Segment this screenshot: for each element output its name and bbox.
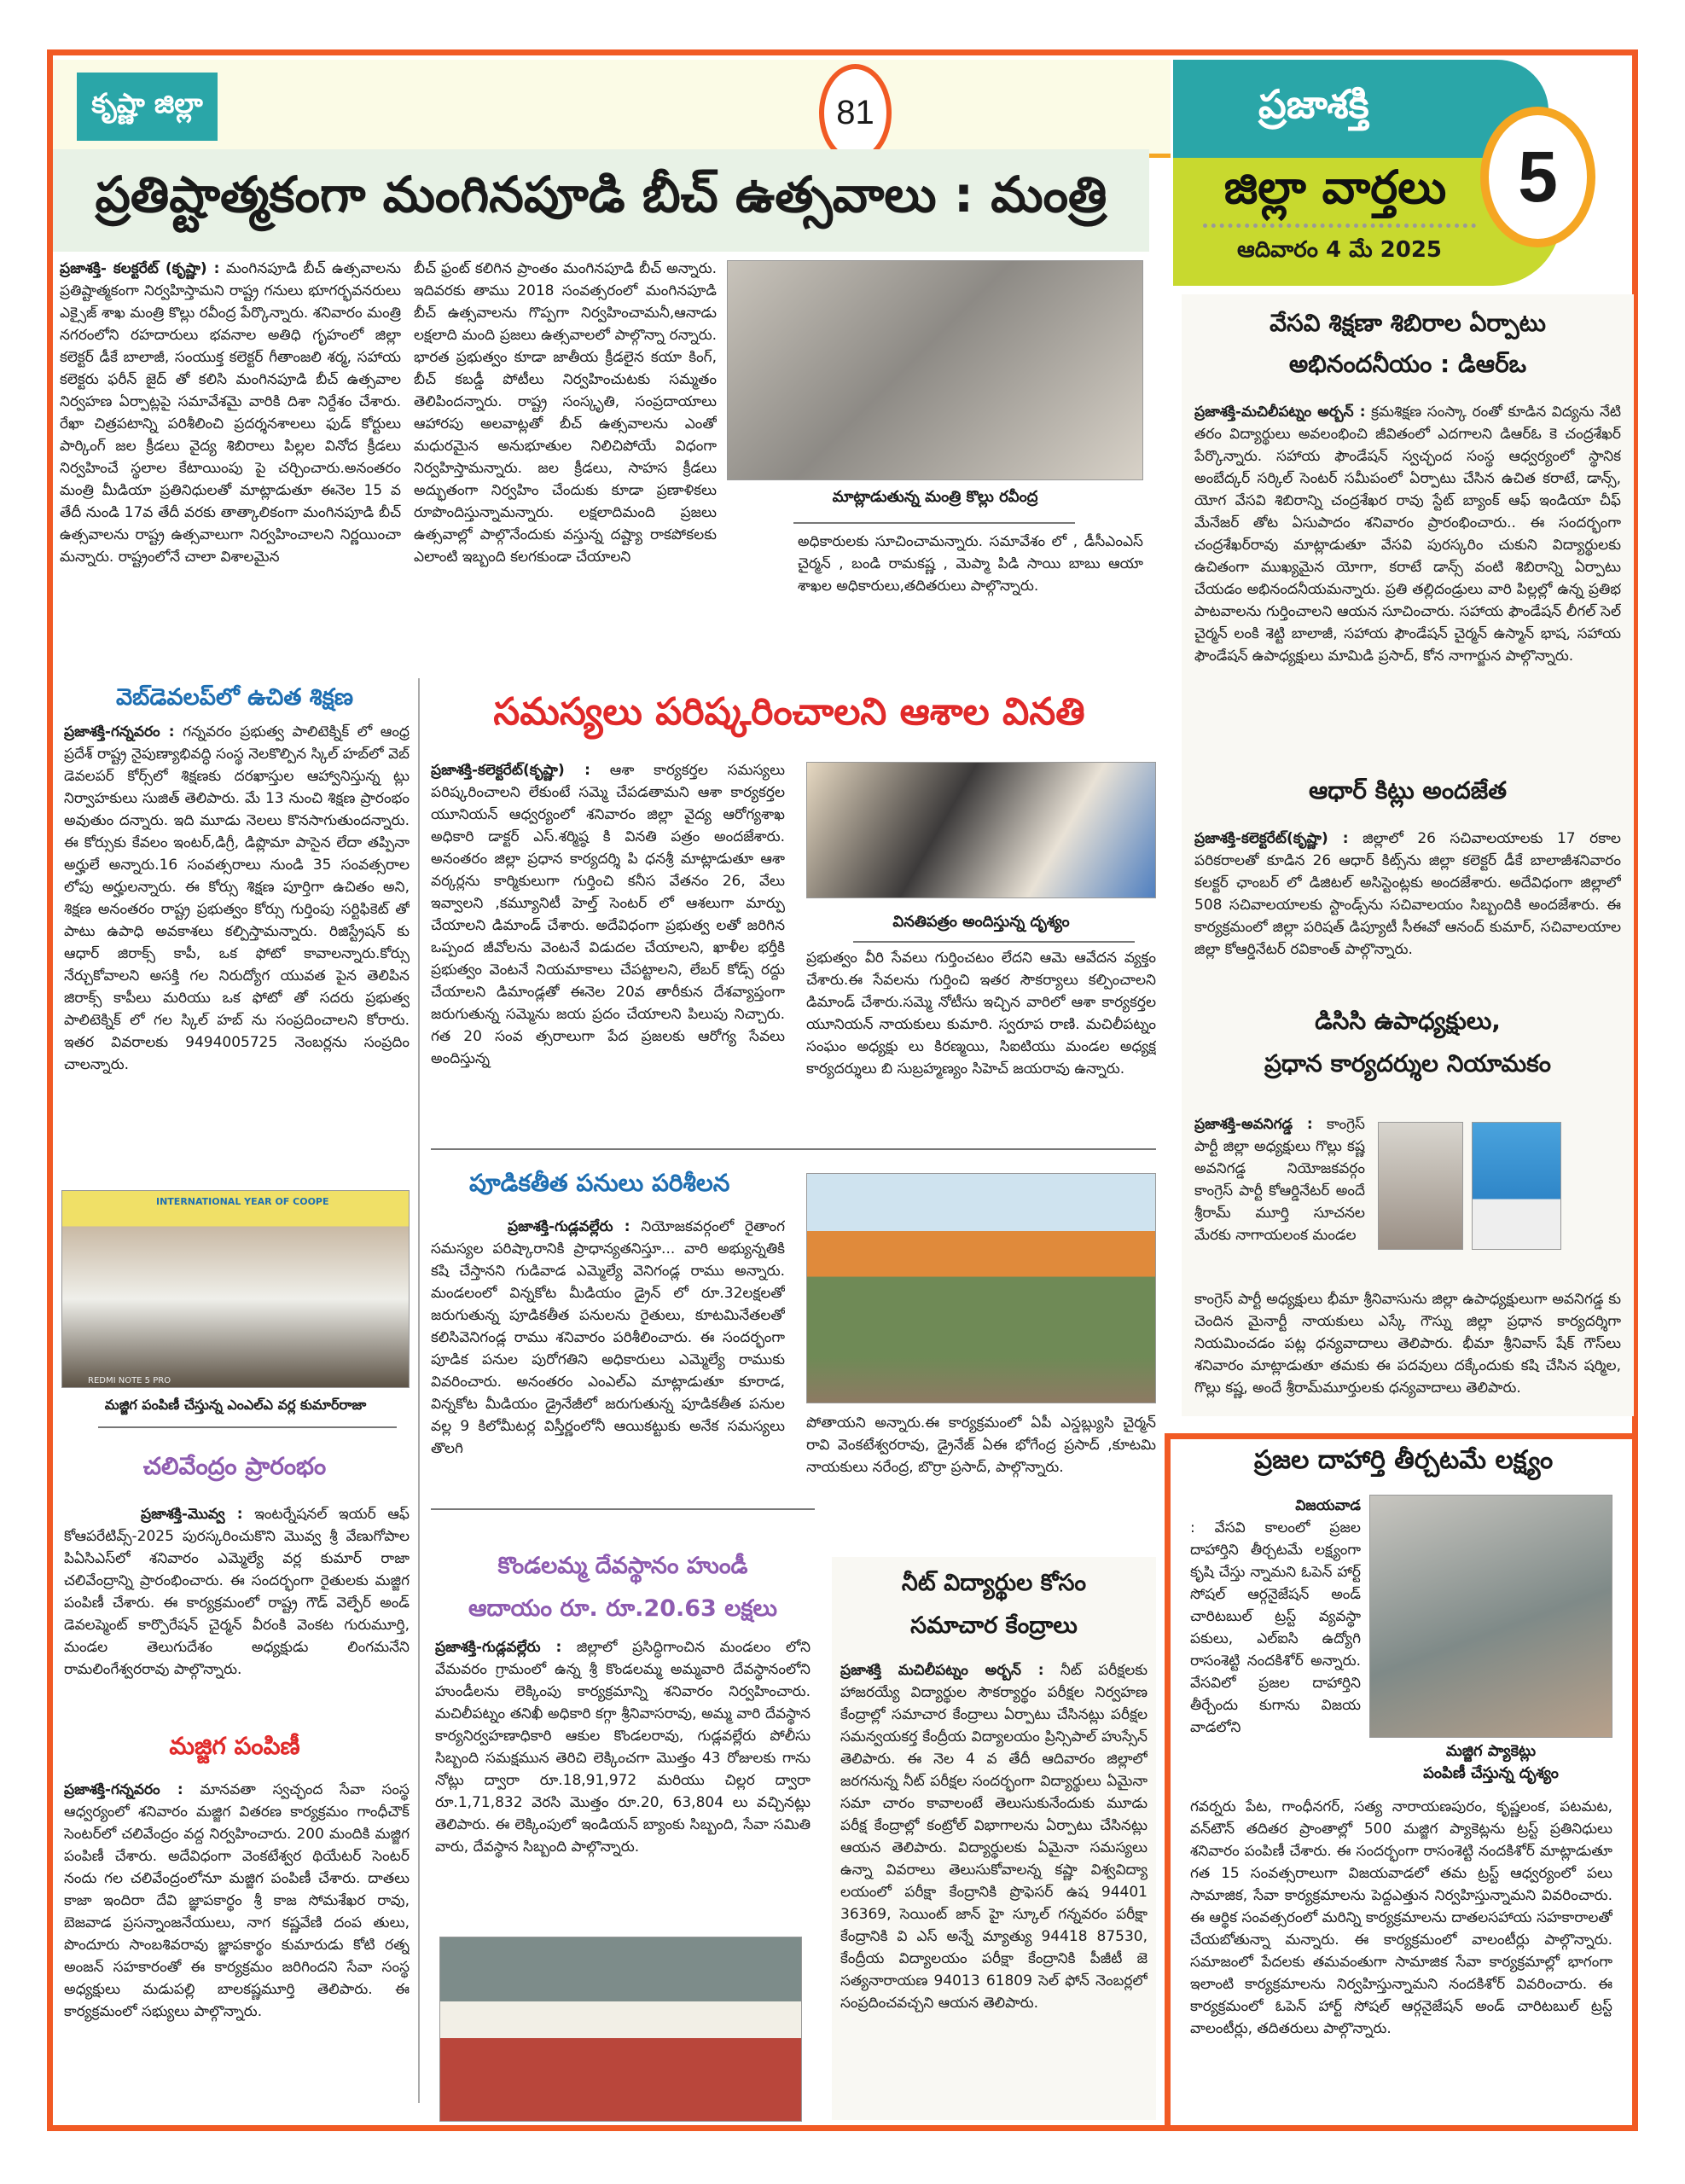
lead-story-col3: అధికారులకు సూచించామన్నారు. సమావేశం లో , డీసీఎంఎస్ చైర్మన్ , బండి రామకష్ణ , మెప్మా పిడి సాయి బాబు ఆయా శాఖల అధికారులు,తదితరులు పాల్గొన్నారు. [798,533,1143,595]
hundi-counting-photo [439,1937,802,2122]
petition-photo [806,762,1156,898]
aadhar-story [1194,828,1621,990]
divider [431,1148,1156,1150]
dcc-story-side [1194,1113,1365,1284]
web-dev-story [64,721,410,1169]
summer-camp-story [1194,401,1621,764]
neet-byline: ప్రజాశక్తి మచిలీపట్నం అర్బన్ : [840,1662,1044,1679]
photo-watermark: REDMI NOTE 5 PRO [88,1376,171,1385]
photo-banner-text: INTERNATIONAL YEAR OF COOPE [156,1196,329,1207]
aadhar-byline: ప్రజాశక్తి-కలెక్టరేట్(కృష్ణా) : [1194,830,1349,847]
buttermilk-distribution-photo [61,1190,410,1388]
lead-headline: ప్రతిష్టాత్మకంగా మంగినపూడి బీచ్ ఉత్సవాలు : మంత్రి [53,149,1149,252]
pudika-story-col1 [431,1216,785,1489]
chalivendram-story [64,1503,410,1721]
thirst-text-side: : వేసవి కాలంలో ప్రజల దాహార్తిని తీర్చటమే లక్ష్యంగా కృషి చేస్తు న్నామని ఓపెన్ హార్ట్ సోషల్ ఆర్గనైజేషన్ అండ్ చారిటబుల్ ట్రస్ట్ వ్యవస్థా పకులు, ఎల్ఐసి ఉద్యోగి రాసంశెట్టి నందకిశోర్ అన్నారు. వేసవిలో ప్రజల దాహార్తిని తీర్చేందు కుగాను విజయ వాడలోని [1190,1519,1361,1736]
kondalamma-byline: ప్రజాశక్తి-గుడ్లవల్లేరు : [435,1639,562,1656]
thirst-caption-1: మజ్జిగ ప్యాకెట్లు [1445,1742,1537,1760]
asha-headline: సమస్యలు పరిష్కరించాలని ఆశాల వినతి [493,690,1085,734]
minister-meeting-photo [727,260,1143,480]
mla-photo-caption: మజ్జిగ పంపిణీ చేస్తున్న ఎంఎల్ఎ వర్ల కుమార్‌రాజా [104,1397,367,1413]
portrait-photo-1 [1378,1122,1463,1250]
aadhar-headline: ఆధార్ కిట్లు అందజేత [1308,776,1508,804]
chalivendram-text: ఇంటర్నేషనల్ ఇయర్ ఆఫ్ కోఆపరేటివ్స్-2025 పురస్కరించుకొని మొవ్వ శ్రీ వేణుగోపాల పిఏసిఎస్‌లో శనివారం ఎమ్మెల్యే వర్ల కుమార్ రాజా చలివేంద్రాన్ని ప్రారంభించారు. ఈ సందర్భంగా రైతులకు మజ్జిగ పంపిణీ చేశారు. ఈ కార్యక్రమంలో రాష్ట్ర గౌడ్ వెల్ఫేర్ అండ్ డెవలప్మెంట్ కార్పొరేషన్ చైర్మన్ వీరంకి వెంకట గురుమూర్తి, మండల తెలుగుదేశం అధ్యక్షుడు లింగమనేని రామలింగేశ్వరరావు పాల్గొన్నారు. [64,1506,410,1678]
divider [431,1508,815,1510]
majjiga-byline: ప్రజాశక్తి-గన్నవరం : [64,1781,183,1798]
chalivendram-headline: చలివేంద్రం ప్రారంభం [142,1452,327,1480]
divider [793,522,1075,524]
thirst-headline: ప్రజల దాహార్తి తీర్చటమే లక్ష్యం [1253,1445,1554,1475]
section-title: జిల్లా వార్తలు [1223,160,1447,214]
kondalamma-text: జిల్లాలో ప్రసిద్ధిగాంచిన మండలం లోని వేమవరం గ్రామంలో ఉన్న శ్రీ కొండలమ్మ అమ్మవారి దేవస్థానంలోని హుండీలను లెక్కింపు కార్యక్రమాన్ని శనివారం నిర్వహించారు. మచిలీపట్నం తనిఖీ అధికారి కగ్గా శ్రీనివాసరావు, అమ్మ వారి దేవస్థాన కార్యనిర్వహణాధికారి ఆకుల కొండలరావు, గుడ్లవల్లేరు పోలీసు సిబ్బంది సమక్షమున తెరిచి లెక్కించగా మొత్తం 43 రోజులకు గాను నోట్లు ద్వారా రూ.18,91,972 మరియు చిల్లర ద్వారా రూ.1,71,832 వెరసి మొత్తం రూ.20, 63,804 లు వచ్చినట్లు తెలిపారు. ఈ లెక్కింపులో ఇండియన్ బ్యాంకు సిబ్బంది, సేవా సమితి వారు, దేవస్థాన సిబ్బంది పాల్గొన్నారు. [435,1639,811,1856]
thirst-text-full: గవర్నరు పేట, గాంధీనగర్, సత్య నారాయణపురం, కృష్ణలంక, పటమట, వన్‌టౌన్ తదితర ప్రాంతాల్లో 500 మజ్జిగ ప్యాకెట్లను ట్రస్ట్ ప్రతినిధులు శనివారం పంపిణీ చేశారు. ఈ సందర్భంగా రాసంశెట్టి నందకిశోర్ మాట్లాడుతూ గత 15 సంవత్సరాలుగా విజయవాడలో తమ ట్రస్ట్ ఆధ్వర్యంలో పలు సామాజిక, సేవా కార్యక్రమాలను పెద్దఎత్తున నిర్వహిస్తున్నామని వివరించారు. ఈ ఆర్థిక సంవత్సరంలో మరిన్ని కార్యక్రమాలను దాతలసహాయ సహకారాలతో చేయబోతున్నా మన్నారు. ఈ కార్యక్రమంలో వాలంటీర్లు పాల్గొన్నారు. సమాజంలో పేదలకు తమవంతుగా సామాజిక సేవా కార్యక్రమాల్లో భాగంగా ఇలాంటి కార్యక్రమాలను నిర్వహిస్తున్నామని నందకిశోర్ వివరించారు. ఈ కార్యక్రమంలో ఓపెన్ హార్ట్ సోషల్ ఆర్గనైజేషన్ అండ్ చారిటబుల్ ట్రస్ట్ వాలంటీర్లు, తదితరులు పాల్గొన్నారు. [1190,1798,1612,2037]
summer-camp-headline-1: వేసవి శిక్షణా శిబిరాల ఏర్పాటు [1270,309,1546,337]
divider [853,941,1135,943]
pudika-byline: ప్రజాశక్తి-గుడ్లవల్లేరు : [508,1218,630,1235]
kondalamma-story [435,1636,811,1935]
divider [98,1426,397,1428]
majjiga-story [64,1779,410,2099]
pudika-story-col2: పోతాయని అన్నారు.ఈ కార్యక్రమంలో ఏపీ ఎస్డబ్ల్యుసి చైర్మన్ రావి వెంకటేశ్వరరావు, డ్రైనేజ్ ఏఈ భోగేంద్ర ప్రసాద్ ,కూటమి నాయకులు నరేంద్ర, బొర్రా ప్రసాద్, పాల్గొన్నారు. [806,1414,1156,1476]
neet-text: నీట్ పరీక్షలకు హాజరయ్యే విద్యార్థుల సౌకర్యార్థం పరీక్షల నిర్వహణ కేంద్రాల్లో సమాచార కేంద్రాలు ఏర్పాటు చేసినట్లు పరీక్షల సమన్వయకర్త కేంద్రీయ విద్యాలయం ప్రిన్సిపాల్ హుస్సేన్ తెలిపారు. ఈ నెల 4 వ తేదీ ఆదివారం జిల్లాలో జరగనున్న నీట్ పరీక్షల సందర్భంగా విద్యార్థులు ఏమైనా సమా చారం కావాలంటే తెలుసుకునేందుకు మూడు పరీక్ష కేంద్రాల్లో కంట్రోల్ విభాగాలను ఏర్పాటు చేసినట్లు ఆయన తెలిపారు. విద్యార్థులకు ఏమైనా సమస్యలు ఉన్నా వివరాలు తెలుసుకోవాలన్న కష్ణా విశ్వవిద్యా లయంలో పరీక్షా కేంద్రానికి ప్రొఫెసర్ ఉష 94401 36369, సెయింట్ జాన్ హై స్కూల్ గన్నవరం పరీక్షా కేంద్రానికి వి ఎస్ అన్నే మ్యాత్యు 94418 87530, కేంద్రీయ విద్యాలయం పరీక్షా కేంద్రానికి పీజీటీ జె సత్యనారాయణ 94013 61809 సెల్ ఫోన్ నెంబర్లలో సంప్రదించవచ్చని ఆయన తెలిపారు. [840,1662,1148,2012]
web-dev-text: గన్నవరం ప్రభుత్వ పాలిటెక్నిక్ లో ఆంధ్ర ప్రదేశ్ రాష్ట్ర నైపుణ్యాభివద్ధి సంస్థ నెలకొల్పిన స్కిల్ హబ్‌లో వెబ్ డెవలపర్ కోర్స్‌లో శిక్షణకు దరఖాస్తుల ఆహ్వానిస్తున్న ట్లు నిర్వాహకులు సుజిత్ తెలిపారు. మే 13 నుంచి శిక్షణ ప్రారంభం అవుతుం దన్నారు. ఇది మూడు నెలలు కొనసాగుతుందన్నారు. ఈ కోర్సుకు కేవలం ఇంటర్,డిగ్రీ, డిప్లొమా పాసైన లేదా తప్పినా అర్హులే అన్నారు.16 సంవత్సరాలు నుండి 35 సంవత్సరాల లోపు అర్హులన్నారు. ఈ కోర్సు శిక్షణ పూర్తిగా ఉచితం అని, శిక్షణ అనంతరం రాష్ట్ర ప్రభుత్వం కోర్సు గుర్తింపు సర్టిఫికెట్ తో పాటు ఉపాధి అవకాశలు కల్పిస్తామన్నారు. రిజిస్ట్రేషన్ కు ఆధార్ జిరాక్స్ కాపీ, ఒక ఫోటో కావాలన్నారు.కోర్సు నేర్చుకోవాలని అసక్తి గల నిరుద్యోగ యువత పైన తెలిపిన జిరాక్స్ కాపీలు మరియు ఒక ఫోటో తో సదరు ప్రభుత్వ పాలిటెక్నిక్ లో గల స్కిల్ హబ్ ను సంప్రదించాలని కోరారు. ఇతర వివరాలకు 9494005725 నెంబర్లను సంప్రదిం చాలన్నారు. [64,723,410,1073]
pudika-text-1: నియోజకవర్గంలో రైతాంగ సమస్యల పరిష్కారానికి ప్రాధాన్యతనిస్తూ... వారి అభ్యున్నతికి కషి చేస్తానని గుడివాడ ఎమ్మెల్యే వెనిగండ్ల రాము అన్నారు. మండలంలో విన్నకోట మీడియం డ్రైన్ లో రూ.32లక్షలతో జరుగుతున్న పూడికతీత పనులను రైతులు, కూటమినేతలతో కలిసివెనిగండ్ల రాము శనివారం పరిశీలించారు. ఈ సందర్భంగా పూడిక పనుల పురోగతిని అధికారులు ఎమ్మెల్యే రాముకు వివరించారు. అనంతరం ఎంఎల్ఎ మాట్లాడుతూ కూరాడ, విన్నకోట మీడియం డ్రైనేజీలో జరుగుతున్న పూడికతీత పనుల వల్ల 9 కిలోమీటర్ల విస్తీర్ణంలోనీ ఆయికట్టుకు అనేక సమస్యలు తొలగి [431,1218,785,1457]
lead-story-col1 [60,258,401,659]
thirst-caption-2: పంపిణీ చేస్తున్న దృశ్యం [1423,1764,1559,1782]
dcc-text-full: కాంగ్రెస్ పార్టీ అధ్యక్షులు భీమా శ్రీనివాసును జిల్లా ఉపాధ్యక్షులుగా అవనిగడ్డ కు చెందిన మైనార్టీ నాయకులు ఎస్కే గౌస్ను జిల్లా ప్రధాన కార్యదర్శిగా నియమించడం పట్ల ధన్యవాదాలు తెలిపారు. భీమా శ్రీనివాస్ షేక్ గౌస్‌లు శనివారం మాట్లాడుతూ తమకు ఈ పదవులు దక్కేందుకు కషి చేసిన షర్మిల, గొల్లు కష్ణ, అందే శ్రీరామ్‌మూర్తులకు ధన్యవాదాలు తెలిపారు. [1194,1291,1621,1397]
pudika-headline: పూడికతీత పనులు పరిశీలన [469,1169,730,1197]
page-number: 81 [819,64,892,162]
asha-byline: ప్రజాశక్తి-కలెక్టరేట్(కృష్ణా) : [431,762,590,779]
desilting-works-photo [806,1173,1156,1403]
portrait-photo-2 [1472,1122,1561,1250]
asha-story-col2: ప్రభుత్వం వీరి సేవలు గుర్తించటం లేదని ఆమె ఆవేదన వ్యక్తం చేశారు.ఈ సేవలను గుర్తించి ఇతర సౌకర్యాలు కల్పించాలని డిమాండ్ చేశారు.సమ్మె నోటీసు ఇచ్చిన వారిలో ఆశా కార్యకర్తల యూనియన్ నాయకులు కుమారి. స్వరూప రాణి. మచిలీపట్నం సంఘం అధ్యక్షు లు కిరణ్మయి, సిఐటియు మండల అధ్యక్ష కార్యదర్శులు బి సుబ్రహ్మణ్యం సిహెచ్ జయరావు ఉన్నారు. [806,950,1156,1077]
thirst-story-side [1190,1495,1361,1793]
header-strip [53,60,1171,158]
brand-logo: ప్రజాశక్తి [1173,60,1548,158]
aadhar-text: జిల్లాలో 26 సచివాలయాలకు 17 రకాల పరికరాలతో కూడిన 26 ఆధార్ కిట్స్‌ను జిల్లా కలెక్టర్ డీకే బాలాజీశనివారం కలక్టర్ ఛాంబర్ లో డిజిటల్ అసిస్టెంట్లకు అందజేశారు. అదేవిధంగా జిల్లాలో 508 సచివాలయాలకు స్టాండ్స్‌ను సచివాలయం సిబ్బందికి అందజేశారు. ఈ కార్యక్రమంలో జిల్లా పరిషత్ డిప్యూటీ సీఈవో ఆనంద్ కుమార్, సచివాలయాల జిల్లా కోఆర్డినేటర్ రవికాంత్ పాల్గొన్నారు. [1194,830,1621,958]
dotted-divider [1203,224,1476,228]
lead-text-1: మంగినపూడి బీచ్ ఉత్సవాలను ప్రతిష్టాత్మకంగా నిర్వహిస్తామని రాష్ట్ర గనులు భూగర్భవనరులు ఎక్సైజ్ శాఖ మంత్రి కొల్లు రవీంద్ర పేర్కొన్నారు. శనివారం మంత్రి నగరంలోని రహదారులు భవనాల అతిధి గృహంలో జిల్లా కలెక్టర్ డీకే బాలాజీ, సంయుక్త కలెక్టర్ గీతాంజలి శర్మ, సహాయ కలెక్టరు ఫరీన్ జైద్ తో కలిసి మంగినపూడి బీచ్ ఉత్సవాల నిర్వహణ ఏర్పాట్లపై సమావేశమై వారికి దిశా నిర్దేశం చేశారు. రేఖా చిత్రపటాన్ని పరిశీలించి ప్రదర్శనశాలలు ఫుడ్ కోర్టులు పార్కింగ్ జల క్రీడలు వైద్య శిబిరాలు పిల్లల వినోద క్రీడలు నిర్వహించే స్థలాల కేటాయింపు పై చర్చించారు.అనంతరం మంత్రి మీడియా ప్రతినిధులతో మాట్లాడుతూ ఈనెల 15 వ తేదీ నుండి 17వ తేదీ వరకు తాత్కాలికంగా మంగినపూడి బీచ్ ఉత్సవాలను రాష్ట్ర ఉత్సవాలుగా నిర్వహించాలని నిర్ణయించా మన్నారు. రాష్ట్రంలోనే చాలా విశాలమైన [60,260,401,566]
web-dev-headline: వెబ్‌డెవలప్‌లో ఉచిత శిక్షణ [115,684,354,711]
dcc-headline-2: ప్రధాన కార్యదర్శుల నియామకం [1264,1049,1551,1077]
lead-story-col2: బీచ్ ఫ్రంట్ కలిగిన ప్రాంతం మంగినపూడి బీచ్ అన్నారు. ఇదివరకు తాము 2018 సంవత్సరంలో మంగినపూడి బీచ్ ఉత్సవాలను గొప్పగా నిర్వహించామనీ,ఆనాడు లక్షలాది మంది ప్రజలు ఉత్సవాలలో పాల్గొన్నా రన్నారు. భారత ప్రభుత్వం కూడా జాతీయ క్రీడలైన కయా కింగ్, బీచ్ కబడ్డీ పోటీలు నిర్వహించుటకు సమ్మతం తెలిపిందన్నారు. రాష్ట్ర సంస్కృతి, సంప్రదాయాలు ఆహారపు అలవాట్లతో బీచ్ ఉత్సవాలను ఎంతో మధురమైన అనుభూతుల నిలిచిపోయే విధంగా నిర్వహిస్తామన్నారు. జల క్రీడలు, సాహస క్రీడలు అద్భుతంగా నిర్వహిం చేందుకు కూడా ప్రణాళికలు రూపొందిస్తున్నామన్నారు. లక్షలాదిమంది ప్రజలు ఉత్సవాల్లో పాల్గొనేందుకు వస్తున్న దష్ట్యా రాకపోకలకు ఎలాంటి ఇబ్బంది కలగకుండా చేయాలని [414,260,717,566]
buttermilk-packets-photo [1369,1495,1612,1738]
kondalamma-headline-2: ఆదాయం రూ. రూ.20.63 లక్షలు [468,1595,777,1622]
edition-number: 5 [1480,107,1595,247]
majjiga-headline: మజ్జిగ పంపిణీ [169,1732,300,1760]
dcc-byline: ప్రజాశక్తి-అవనిగడ్డ : [1194,1116,1313,1133]
lead-photo-caption: మాట్లాడుతున్న మంత్రి కొల్లు రవీంద్ర [832,488,1038,506]
chalivendram-byline: ప్రజాశక్తి-మొవ్వ : [141,1506,243,1523]
kondalamma-headline-1: కొండలమ్మ దేవస్థానం హుండీ [497,1553,748,1579]
dcc-headline-1: డిసిసి ఉపాధ్యక్షులు, [1315,1007,1501,1035]
lead-byline: ప్రజాశక్తి- కలక్టరేట్ (కృష్ణా) : [60,260,220,277]
neet-headline-2: సమాచార కేంద్రాలు [910,1612,1078,1639]
edition-date: ఆదివారం 4 మే 2025 [1236,237,1443,263]
column-divider [418,678,420,2103]
neet-story [840,1659,1148,2107]
neet-headline-1: నీట్ విద్యార్థుల కోసం [901,1570,1087,1596]
district-tag: కృష్ణా జిల్లా [77,73,218,141]
summer-camp-byline: ప్రజాశక్తి-మచిలీపట్నం అర్బన్ : [1194,404,1366,421]
asha-story-col1 [431,759,785,1152]
majjiga-text: మానవతా స్వచ్ఛంద సేవా సంస్థ ఆధ్వర్యంలో శనివారం మజ్జిగ వితరణ కార్యక్రమం గాంధీచౌక్ సెంటర్‌లో చలివేంద్రం వద్ద నిర్వహించారు. 200 మందికి మజ్జిగ పంపిణీ చేశారు. అదేవిధంగా వెంకటేశ్వర థియేటర్ సెంటర్ నందు గల చలివేంద్రంలోనూ మజ్జిగ పంపిణీ చేశారు. దాతలు కాజా ఇందిరా దేవి జ్ఞాపకార్థం శ్రీ కాజ సోమశేఖర రావు, బెజవాడ ప్రసన్నాంజనేయులు, నాగ కష్ణవేణి దంప తులు, పొందూరు సాంబశివరావు జ్ఞాపకార్థం కుమారుడు కోటి రత్న అంజన్ సహకారంతో ఈ కార్యక్రమం జరిగిందని సేవా సంస్థ అధ్యక్షులు మడుపల్లి బాలకష్ణమూర్తి తెలిపారు. ఈ కార్యక్రమంలో సభ్యులు పాల్గొన్నారు. [64,1781,410,2020]
summer-camp-headline-2: అభినందనీయం : డిఆర్ఒ [1288,350,1527,378]
summer-camp-text: క్రమశిక్షణ సంస్కా రంతో కూడిన విద్యను నేటి తరం విద్యార్థులు అవలంభించి జీవితంలో ఎదగాలని డిఆర్ఓ కె చంద్రశేఖర్ పేర్కొన్నారు. సహాయ ఫౌండేషన్ స్వచ్ఛంద సంస్థ ఆధ్వర్యంలో స్థానిక అంబేద్కర్ సర్కిల్ సెంటర్ సమీపంలో ఏర్పాటు చేసిన ఉచిత కరాటే, డాన్స్, యోగ వేసవి శిబిరాన్ని చంద్రశేఖర రావు స్టేట్ బ్యాంక్ ఆఫ్ ఇండియా చీఫ్ మేనేజర్ తోట ఏసుపాదం శనివారం ప్రారంభించారు.. ఈ సందర్భంగా చంద్రశేఖర్‌రావు మాట్లాడుతూ వేసవి పురస్కరిం చుకుని విద్యార్థులకు ఉచితంగా ముఖ్యమైన యోగా, కరాటే డాన్స్ వంటి శిబిరాన్ని ఏర్పాటు చేయడం అభినందనీయమన్నారు. ప్రతి తల్లిదండ్రులు వారి పిల్లల్లో ఉన్న ప్రతిభ పాటవాలను గుర్తించాలని ఆయన సూచించారు. సహాయ ఫౌండేషన్ లీగల్ సెల్ చైర్మన్ లంకి శెట్టి బాలాజీ, సహాయ ఫౌండేషన్ చైర్మన్ ఉస్మాన్ భాష, సహాయ ఫౌండేషన్ ఉపాధ్యక్షులు మామిడి ప్రసాద్, కోన నాగార్జున పాల్గొన్నారు. [1194,404,1621,665]
asha-text-1: ఆశా కార్యకర్తల సమస్యలు పరిష్కరించాలని లేకుంటే సమ్మె చేపడతామని ఆశా కార్యకర్తల యూనియన్ ఆధ్వర్యంలో శనివారం జిల్లా వైద్య ఆరోగ్యశాఖ అధికారి డాక్టర్ ఎస్.శర్మిష్ఠ కి వినతి పత్రం అందజేశారు. అనంతరం జిల్లా ప్రధాన కార్యదర్శి పి ధనశ్రీ మాట్లాడుతూ ఆశా వర్కర్లను కార్మికులుగా గుర్తించి కనీస వేతనం 26, వేలు ఇవ్వాలని ,కమ్యూనిటీ హెల్త్ సెంటర్ లో ఆశలుగా మార్పు చేయాలని డిమాండ్ చేశారు. అదేవిధంగా ప్రభుత్వ లతో జరిగిన ఒప్పంద జీవోలను వెంటనే విడుదల చేయాలని, ఖాళీల భర్తీకి ప్రభుత్వం వెంటనే నియమాకాలు చేపట్టాలని, లేబర్ కోడ్స్ రద్దు చేయాలని డిమాండ్లతో ఈనెల 20వ తారీకున దేశవ్యాప్తంగా జరుగుతున్న సమ్మెను జయ ప్రదం చేయాలని పిలుపు నిచ్చారు. గత 20 సంవ త్సరాలుగా పేద ప్రజలకు ఆరోగ్య సేవలు అందిస్తున్న [431,762,785,1067]
dcc-text-side: కాంగ్రెస్ పార్టీ జిల్లా అధ్యక్షులు గొల్లు కష్ణ అవనిగడ్డ నియోజకవర్గం కాంగ్రెస్ పార్టీ కోఆర్డినేటర్ అందే శ్రీరామ్ మూర్తి సూచనల మేరకు నాగాయలంక మండల [1194,1116,1365,1244]
asha-photo-caption: వినతిపత్రం అందిస్తున్న దృశ్యం [892,913,1070,931]
thirst-byline: విజయవాడ [1295,1497,1361,1514]
web-dev-byline: ప్రజాశక్తి-గన్నవరం : [64,723,175,741]
